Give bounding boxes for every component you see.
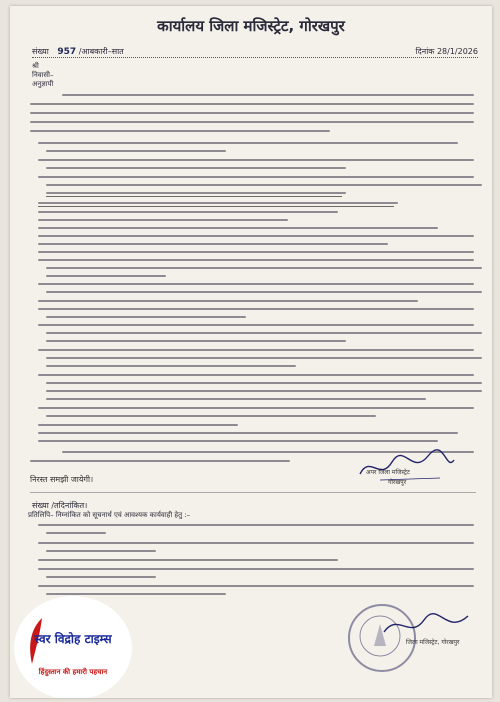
condition-item bbox=[46, 184, 482, 186]
condition-item bbox=[38, 259, 474, 261]
condition-item bbox=[38, 211, 338, 213]
distribution-item bbox=[38, 542, 474, 544]
condition-item bbox=[38, 349, 474, 351]
closing-line: निरस्त समझी जायेगी। bbox=[30, 475, 94, 484]
underline bbox=[38, 206, 394, 207]
section-divider bbox=[30, 492, 476, 493]
signature-place: गोरखपुर bbox=[388, 479, 407, 486]
underline bbox=[46, 196, 342, 197]
condition-item bbox=[46, 150, 226, 152]
condition-item bbox=[38, 283, 474, 285]
condition-item bbox=[46, 340, 346, 342]
address-line: श्री bbox=[32, 62, 39, 70]
document-date: दिनांक 28/1/2026 bbox=[415, 47, 478, 56]
condition-item bbox=[38, 219, 288, 221]
text-line bbox=[30, 130, 330, 132]
address-block bbox=[32, 62, 53, 89]
text-line bbox=[62, 94, 474, 96]
condition-item bbox=[46, 275, 166, 277]
condition-item bbox=[46, 357, 482, 359]
condition-item bbox=[38, 202, 398, 204]
condition-item bbox=[46, 398, 426, 400]
condition-item bbox=[38, 227, 438, 229]
condition-item bbox=[46, 291, 482, 293]
condition-item bbox=[38, 142, 458, 144]
distribution-item bbox=[38, 568, 474, 570]
text-line bbox=[30, 460, 290, 462]
distribution-item bbox=[46, 550, 156, 552]
reference-number-value: 957 bbox=[57, 47, 77, 57]
text-line bbox=[30, 103, 474, 105]
distribution-item bbox=[38, 559, 338, 561]
address-line: निवासी– bbox=[32, 71, 54, 79]
condition-item bbox=[46, 167, 346, 169]
logo-tagline: हिंदुस्तान की हमारी पहचान bbox=[38, 668, 108, 676]
condition-item bbox=[38, 432, 458, 434]
logo-name: स्वर विद्रोह टाइम्स bbox=[34, 632, 112, 646]
copy-reference: संख्या /तदिनांकित। bbox=[32, 501, 88, 510]
text-line bbox=[30, 112, 474, 114]
reference-label: संख्या bbox=[32, 47, 49, 56]
condition-item bbox=[38, 243, 388, 245]
newspaper-logo bbox=[14, 596, 132, 698]
condition-item bbox=[38, 300, 418, 302]
distribution-item bbox=[46, 593, 226, 595]
distribution-item bbox=[46, 532, 106, 534]
condition-item bbox=[38, 251, 474, 253]
condition-item bbox=[38, 308, 474, 310]
condition-item bbox=[46, 267, 482, 269]
reference-suffix: /आबकारी–सात bbox=[78, 47, 124, 56]
text-line bbox=[30, 121, 474, 123]
condition-item bbox=[46, 316, 246, 318]
distribution-item bbox=[46, 576, 156, 578]
condition-item bbox=[38, 424, 238, 426]
seal-caption: जिला मजिस्ट्रेट, गोरखपुर bbox=[406, 639, 460, 646]
condition-item bbox=[46, 415, 376, 417]
reference-row bbox=[32, 46, 478, 58]
condition-item bbox=[38, 440, 438, 442]
condition-item bbox=[46, 390, 482, 392]
address-line: अनुज्ञापी bbox=[32, 80, 54, 88]
condition-item bbox=[46, 365, 296, 367]
condition-item bbox=[38, 324, 474, 326]
condition-item bbox=[46, 332, 482, 334]
signature-designation: अपर जिला मजिस्ट्रेट bbox=[366, 469, 410, 476]
condition-item bbox=[38, 374, 474, 376]
condition-item bbox=[38, 176, 474, 178]
condition-item bbox=[38, 407, 474, 409]
distribution-item bbox=[38, 524, 474, 526]
distribution-item bbox=[38, 585, 474, 587]
condition-item bbox=[46, 192, 346, 194]
dotted-divider bbox=[32, 57, 478, 58]
condition-item bbox=[46, 382, 482, 384]
condition-item bbox=[38, 235, 474, 237]
condition-item bbox=[38, 159, 474, 161]
office-title: कार्यालय जिला मजिस्ट्रेट, गोरखपुर bbox=[157, 17, 345, 35]
document-page bbox=[10, 6, 492, 698]
copy-to-heading: प्रतिलिपि– निम्नांकित को सूचनार्थ एवं आवश्यक कार्यवाही हेतु :– bbox=[28, 511, 191, 519]
reference-number bbox=[32, 46, 124, 57]
